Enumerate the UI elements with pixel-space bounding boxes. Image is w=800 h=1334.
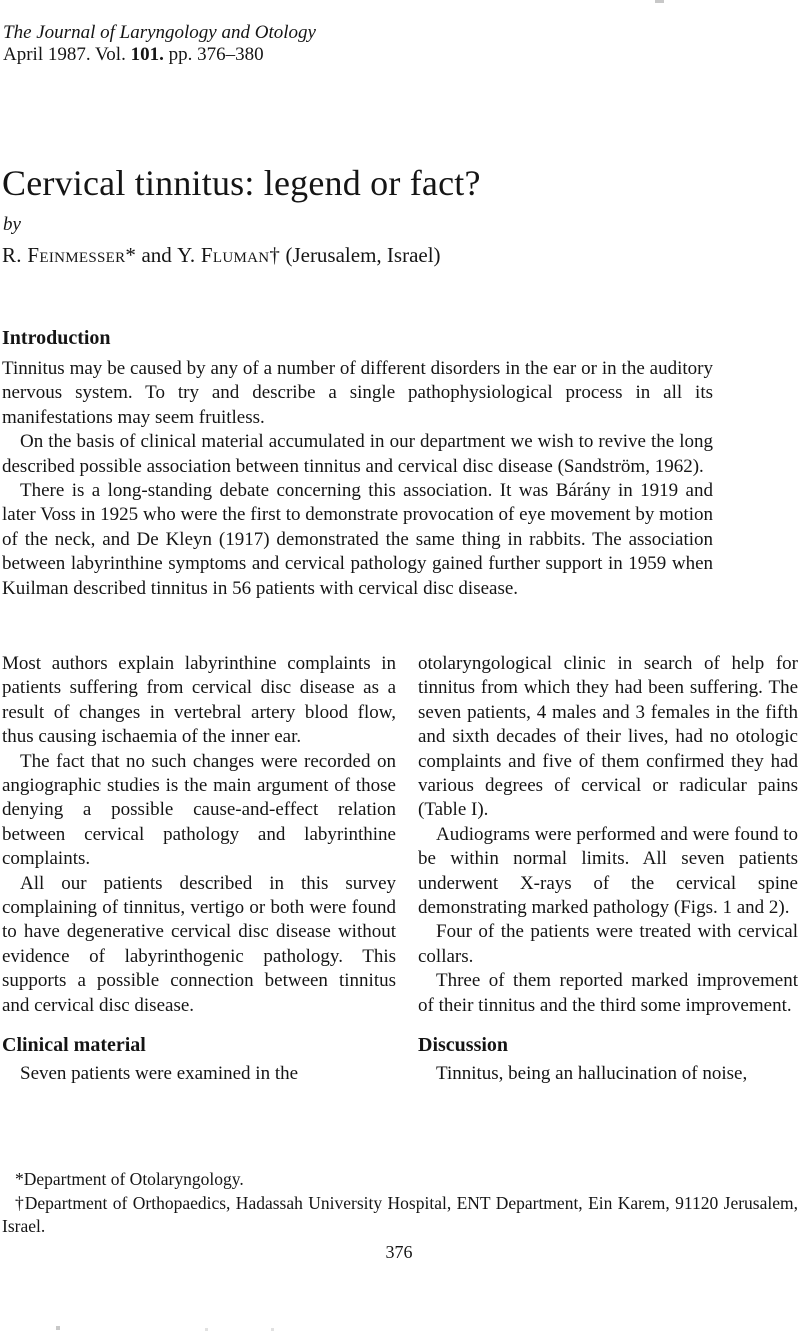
body-paragraph: Audiograms were performed and were found to be within normal limits. All seven patients underwent X-rays of the cervical spine demonstrating marked pathology (Figs. 1 and 2). bbox=[418, 823, 798, 919]
body-paragraph: All our patients described in this survey complaining of tinnitus, vertigo or both were found to have degenerative cervical disc disease without evidence of labyrinthogenic pathology. This supports a possible connection between tinnitus and cervical disc disease. bbox=[2, 872, 396, 1016]
section-introduction bbox=[2, 326, 713, 601]
masthead bbox=[3, 22, 316, 66]
intro-paragraph: Tinnitus may be caused by any of a number of different disorders in the ear or in the auditory nervous system. To try and describe a single pathophysiological process in all its manifestations may seem fruitless. bbox=[2, 358, 713, 428]
body-paragraph: Four of the patients were treated with cervical collars. bbox=[418, 921, 798, 967]
discussion-heading: Discussion bbox=[418, 1034, 509, 1057]
intro-paragraph: There is a long-standing debate concerning this association. It was Bárány in 1919 and later Voss in 1925 who were the first to demonstrate provocation of eye movement by motion of the neck, and De Kleyn (1917) demonstrated the same thing in rabbits. The association between labyrinthine symptoms and cervical pathology gained further support in 1959 when Kuilman described tinnitus in 56 patients with cervical disc disease. bbox=[2, 480, 713, 599]
body-paragraph: otolaryngological clinic in search of help for tinnitus from which they had been suffering. The seven patients, 4 males and 3 females in the fifth and sixth decades of their lives, had no otologic complaints and five of them confirmed they had various degrees of cervical or radicular pains (Table I). bbox=[418, 653, 798, 821]
scan-artifact bbox=[56, 1326, 60, 1330]
scan-artifact bbox=[655, 0, 664, 3]
intro-paragraph: On the basis of clinical material accumulated in our department we wish to revive the long described possible association between tinnitus and cervical disc disease (Sandström, 1962). bbox=[2, 431, 713, 477]
authors-connector: and bbox=[141, 243, 172, 267]
footnotes bbox=[2, 1168, 798, 1239]
issue-prefix: April 1987. Vol. bbox=[3, 44, 126, 65]
clinical-material-heading: Clinical material bbox=[2, 1034, 146, 1057]
scan-artifact bbox=[271, 1328, 274, 1331]
footnote: †Department of Orthopaedics, Hadassah University Hospital, ENT Department, Ein Karem, 91120 Jerusalem, Israel. bbox=[2, 1192, 798, 1236]
journal-title: The Journal of Laryngology and Otology bbox=[3, 22, 316, 43]
introduction-heading: Introduction bbox=[2, 327, 111, 349]
body-paragraph: Most authors explain labyrinthine complaints in patients suffering from cervical disc disease as a result of changes in vertebral artery blood flow, thus causing ischaemia of the inner ear. bbox=[2, 653, 396, 748]
scan-artifact bbox=[205, 1328, 208, 1331]
article-title: Cervical tinnitus: legend or fact? bbox=[2, 163, 481, 203]
volume-number: 101. bbox=[130, 44, 164, 65]
authors-affiliation: (Jerusalem, Israel) bbox=[285, 243, 441, 267]
body-paragraph: Tinnitus, being an hallucination of noise, bbox=[436, 1063, 748, 1085]
page-number: 376 bbox=[385, 1242, 413, 1262]
body-paragraph: Three of them reported marked improvement of their tinnitus and the third some improvement. bbox=[418, 970, 798, 1016]
byline: by bbox=[3, 214, 21, 235]
footnote: *Department of Otolaryngology. bbox=[15, 1169, 244, 1189]
body-paragraph: The fact that no such changes were recorded on angiographic studies is the main argument of those denying a possible cause-and-effect relation between cervical pathology and labyrinthine complaints. bbox=[2, 750, 396, 870]
column-right bbox=[418, 652, 798, 1087]
issue-pages: pp. 376–380 bbox=[168, 44, 264, 65]
body-paragraph: Seven patients were examined in the bbox=[20, 1063, 299, 1085]
author-name-2: Y. Fluman† bbox=[177, 243, 281, 267]
journal-issue-line bbox=[3, 44, 316, 66]
authors-line bbox=[2, 243, 441, 268]
author-name-1: R. Feinmesser* bbox=[2, 243, 137, 267]
column-left bbox=[2, 652, 396, 1087]
